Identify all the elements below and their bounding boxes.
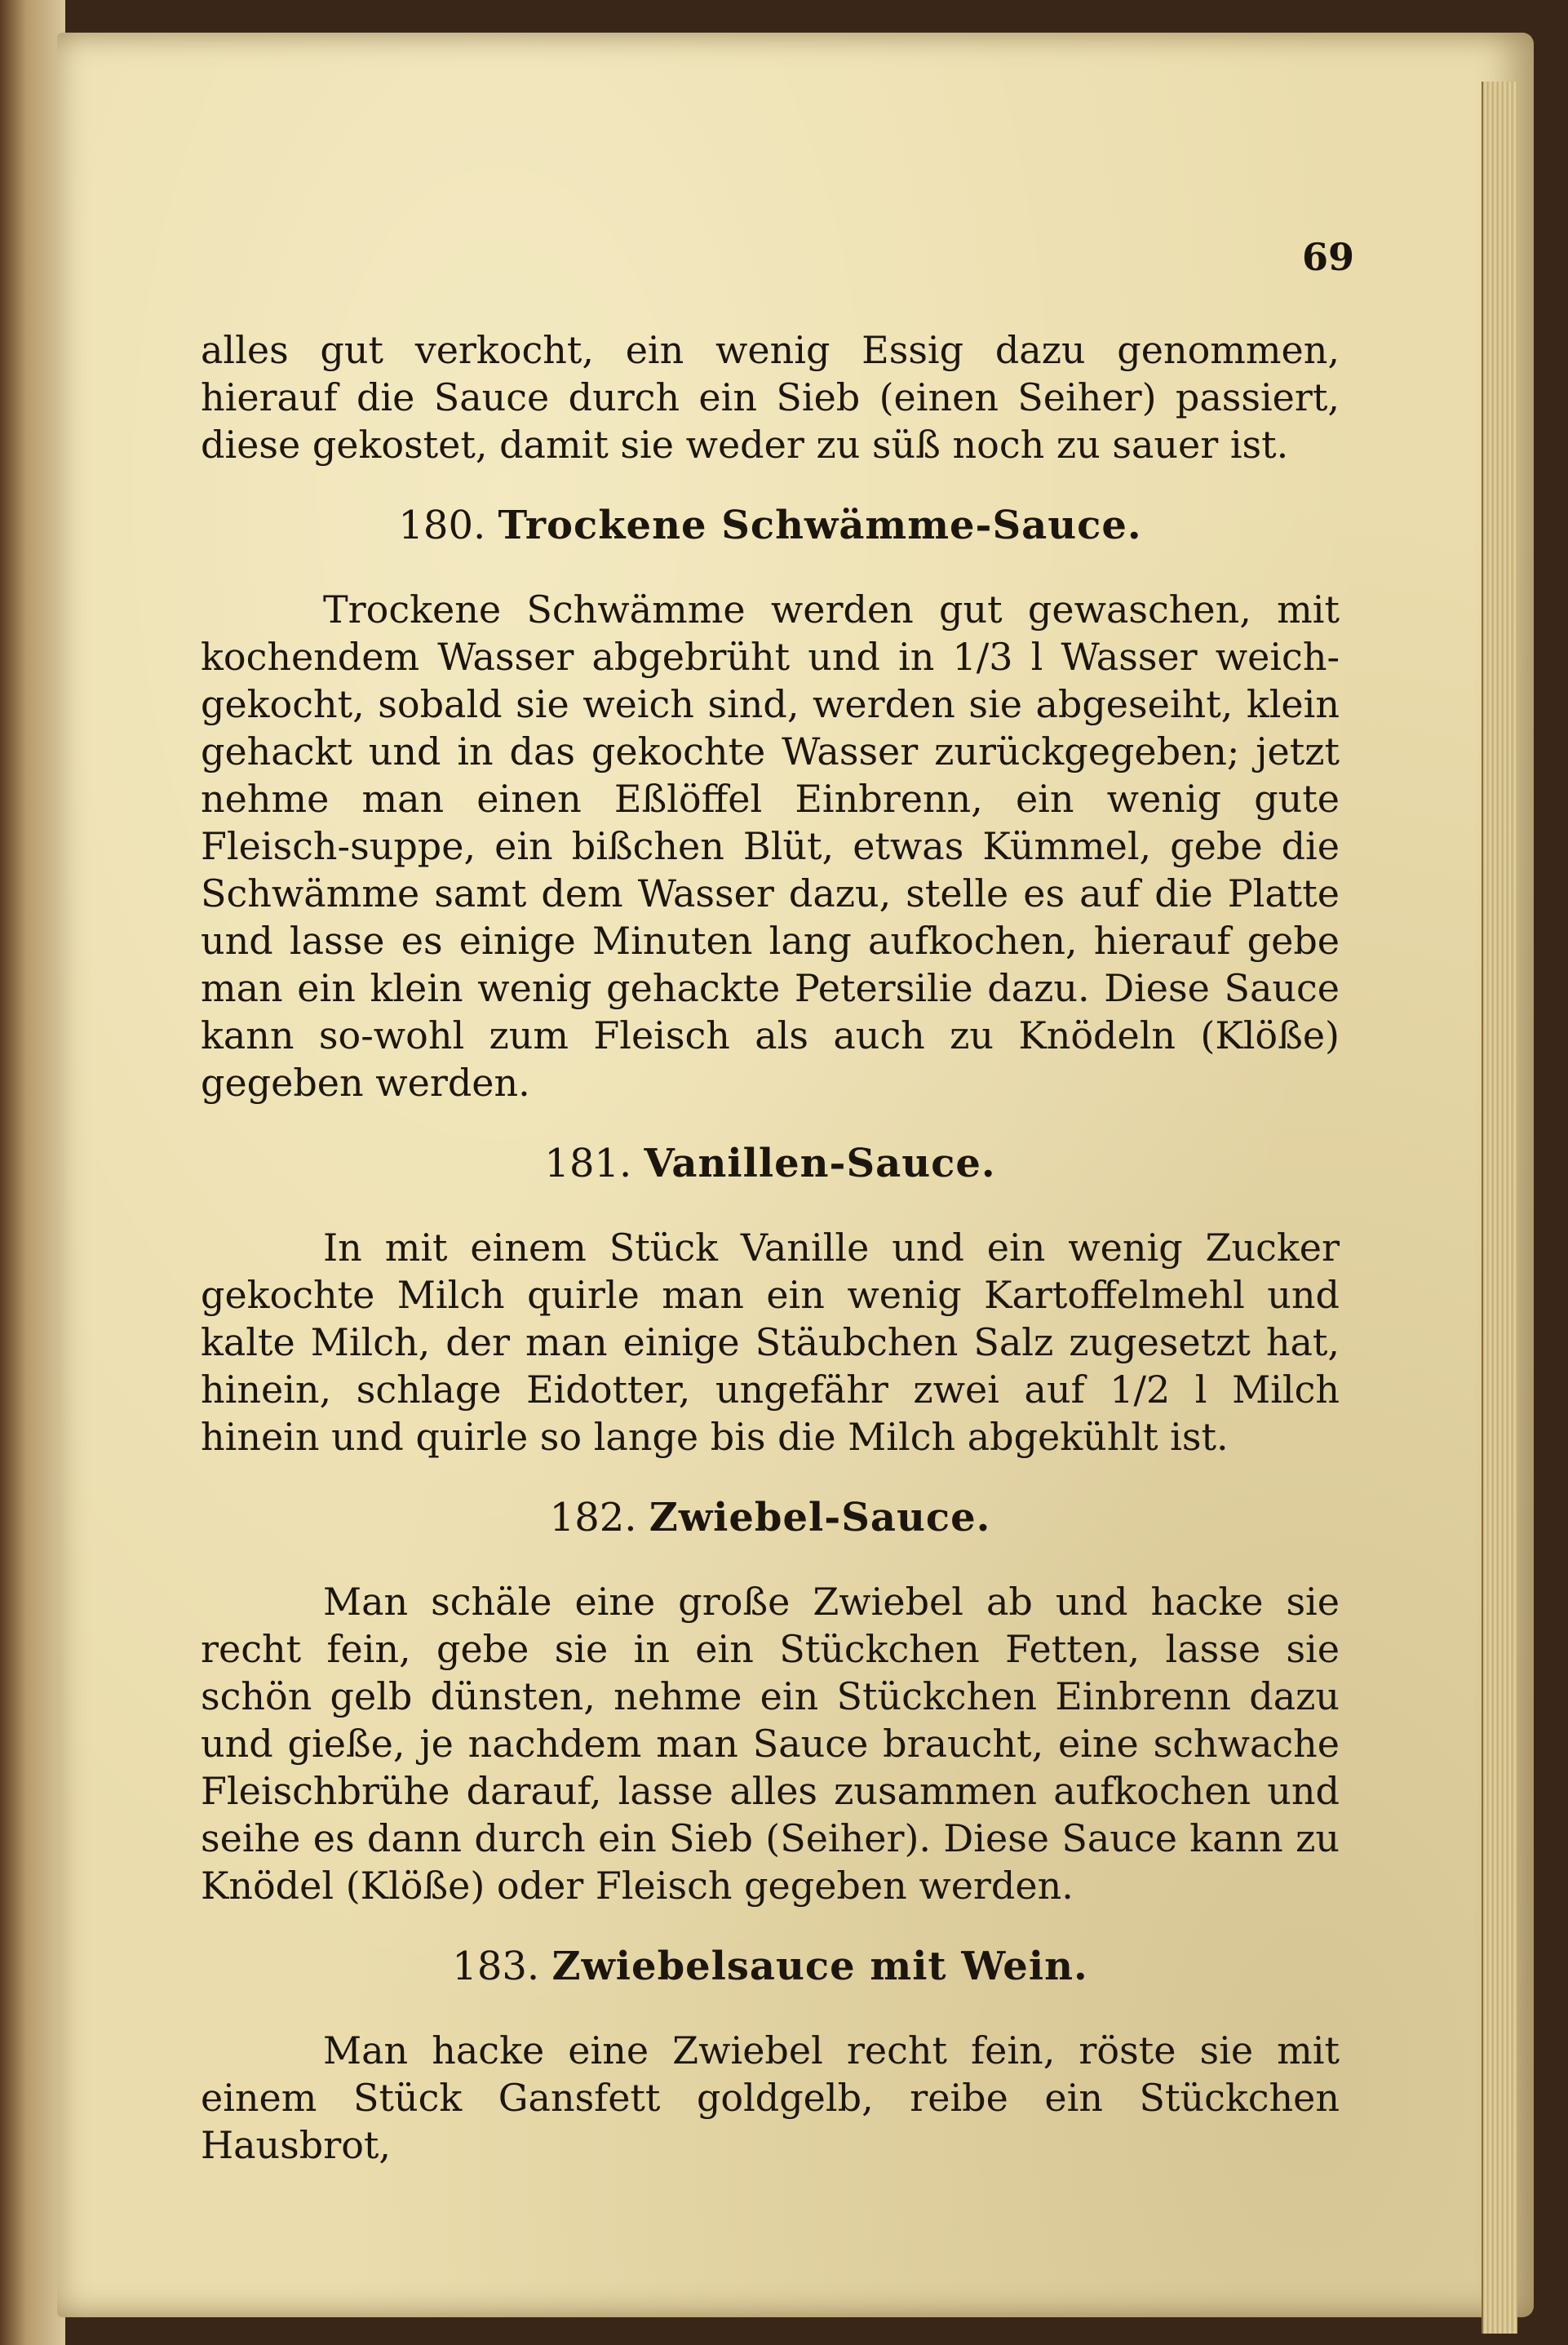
recipe-number: 182. [549, 1495, 637, 1540]
recipe-title: Zwiebel-Sauce. [649, 1495, 991, 1540]
recipe-title: Trockene Schwämme-Sauce. [498, 503, 1142, 548]
book-spine [0, 0, 65, 2345]
recipe-number: 180. [398, 503, 486, 548]
page-number: 69 [1302, 235, 1355, 279]
page-text [201, 326, 1340, 2169]
recipe-body-183: Man hacke eine Zwiebel recht fein, röste sie mit einem Stück Gansfett goldgelb, reibe ein Stückchen Hausbrot, [201, 2028, 1340, 2167]
page-edges [1482, 82, 1517, 2334]
recipe-number: 181. [544, 1141, 632, 1186]
recipe-heading-182 [201, 1493, 1340, 1542]
intro-paragraph: alles gut verkocht, ein wenig Essig dazu genommen, hierauf die Sauce durch ein Sieb (einen Seiher) passiert, diese gekostet, damit sie weder zu süß noch zu sauer ist. [201, 328, 1340, 467]
recipe-number: 183. [452, 1944, 540, 1989]
recipe-body-181: In mit einem Stück Vanille und ein wenig Zucker gekochte Milch quirle man ein wenig Kartoffelmehl und kalte Milch, der man einige Stäubchen Salz zugesetzt hat, hinein, schlage Eidotter, ungefähr zwei auf 1/2 l Milch hinein und quirle so lange bis die Milch abgekühlt ist. [201, 1226, 1340, 1459]
recipe-title: Vanillen-Sauce. [644, 1141, 996, 1186]
recipe-heading-183 [201, 1942, 1340, 1991]
recipe-title: Zwiebelsauce mit Wein. [551, 1944, 1088, 1989]
recipe-heading-181 [201, 1139, 1340, 1188]
recipe-body-182: Man schäle eine große Zwiebel ab und hacke sie recht fein, gebe sie in ein Stückchen Fetten, lasse sie schön gelb dünsten, nehme ein Stückchen Einbrenn dazu und gieße, je nachdem man Sauce braucht, eine schwache Fleischbrühe darauf, lasse alles zusammen aufkochen und seihe es dann durch ein Sieb (Seiher). Diese Sauce kann zu Knödel (Klöße) oder Fleisch gegeben werden. [201, 1580, 1340, 1908]
recipe-body-180: Trockene Schwämme werden gut gewaschen, mit kochendem Wasser abgebrüht und in 1/3 l Wasser weich-gekocht, sobald sie weich sind, werden sie abgeseiht, klein gehackt und in das gekochte Wasser zurückgegeben; jetzt nehme man einen Eßlöffel Einbrenn, ein wenig gute Fleisch-suppe, ein bißchen Blüt, etwas Kümmel, gebe die Schwämme samt dem Wasser dazu, stelle es auf die Platte und lasse es einige Minuten lang aufkochen, hierauf gebe man ein klein wenig gehackte Petersilie dazu. Diese Sauce kann so-wohl zum Fleisch als auch zu Knödeln (Klöße) gegeben werden. [201, 587, 1340, 1105]
recipe-heading-180 [201, 501, 1340, 550]
